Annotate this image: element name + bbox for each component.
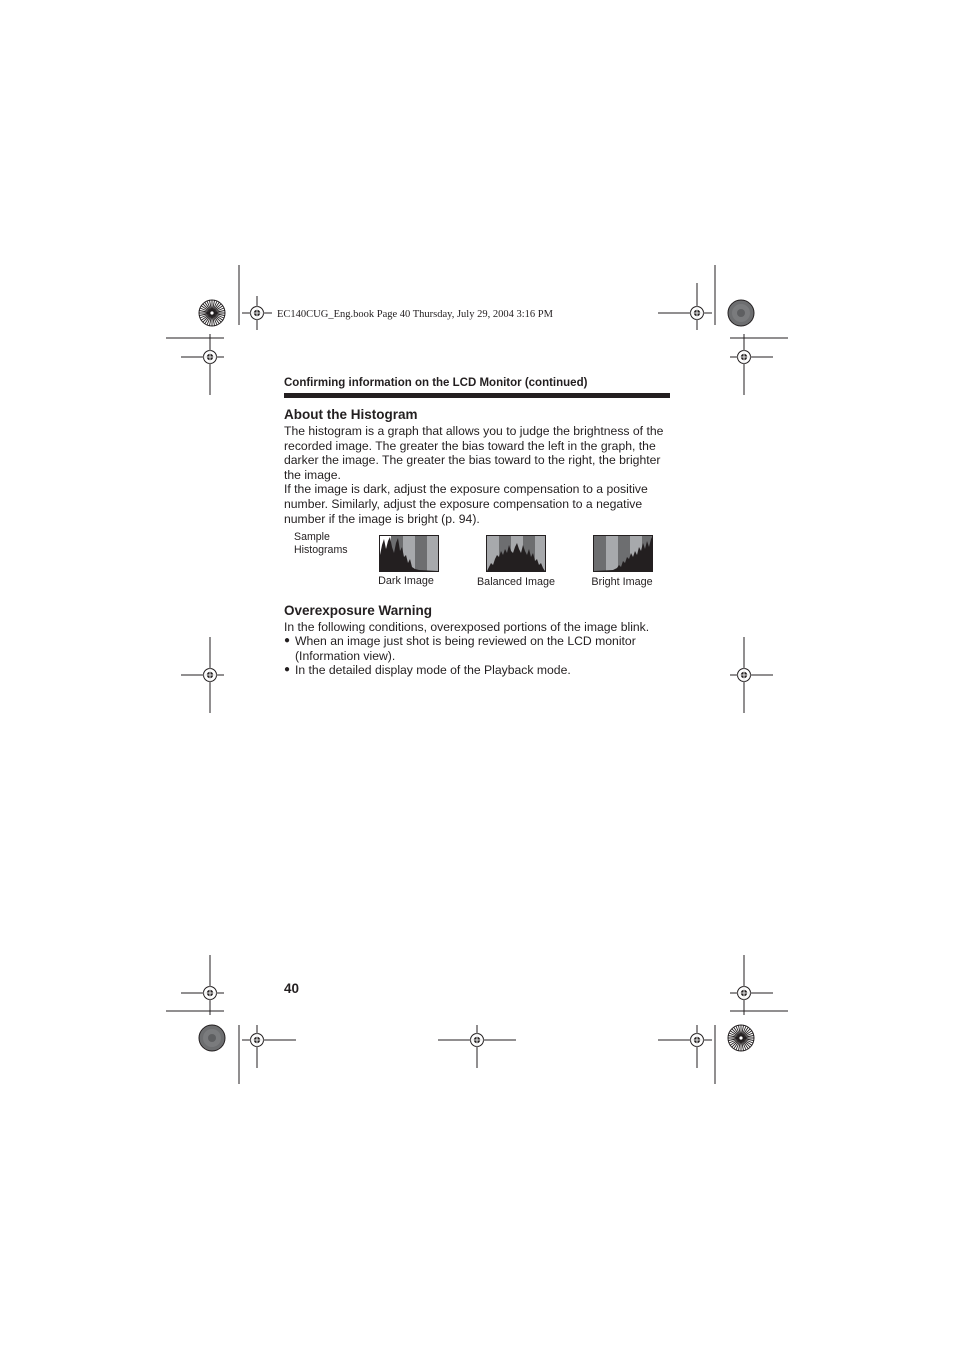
list-item — [284, 634, 676, 663]
bullet-icon: ● — [284, 635, 291, 646]
overexposure-intro: In the following conditions, overexposed portions of the image blink. — [284, 620, 650, 634]
sample-histograms-label: Sample Histograms — [294, 531, 348, 556]
histogram-paragraph-1: The histogram is a graph that allows you to judge the brightness of the recorded image. The greater the bias toward the left in the graph, the darker the image. The greater the bias toward to the right, the brighter the image. — [284, 424, 664, 482]
list-item-text: When an image just shot is being reviewed on the LCD monitor (Information view). — [295, 634, 636, 663]
histogram-section-title: About the Histogram — [284, 407, 418, 422]
histogram-description — [284, 424, 676, 526]
page-number: 40 — [284, 981, 300, 996]
header-rule — [284, 393, 670, 398]
print-header: EC140CUG_Eng.book Page 40 Thursday, July 29, 2004 3:16 PM — [277, 309, 553, 320]
list-item — [284, 663, 676, 678]
overexposure-conditions-list — [284, 634, 676, 678]
bright-image-caption: Bright Image — [591, 576, 653, 588]
histogram-paragraph-2: If the image is dark, adjust the exposure compensation to a positive number. Similarly, adjust the exposure compensation to a negative number if the image is bright (p. 94). — [284, 482, 648, 526]
list-item-text: In the detailed display mode of the Playback mode. — [295, 663, 571, 678]
balanced-image-caption: Balanced Image — [476, 576, 556, 588]
bullet-icon: ● — [284, 664, 291, 676]
bright-histogram — [593, 535, 653, 572]
dark-histogram — [379, 535, 439, 572]
overexposure-section-title: Overexposure Warning — [284, 603, 433, 618]
dark-image-caption: Dark Image — [378, 575, 434, 587]
running-head: Confirming information on the LCD Monitor (continued) — [284, 377, 588, 389]
balanced-histogram — [486, 535, 546, 572]
